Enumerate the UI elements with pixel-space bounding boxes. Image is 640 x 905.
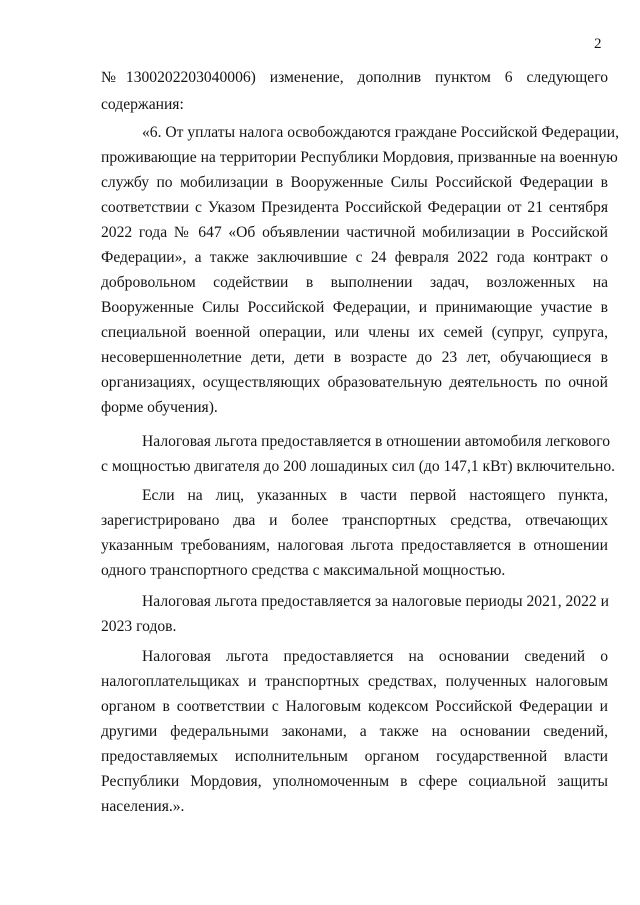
page-number: 2 xyxy=(594,36,602,52)
text-line: форме обучения). xyxy=(101,399,218,416)
text-line: другими федеральными законами, а также на основании сведений, xyxy=(101,723,608,740)
text-line: зарегистрировано два и более транспортных средства, отвечающих xyxy=(101,512,608,529)
text-line: 2022 года № 647 «Об объявлении частичной мобилизации в Российской xyxy=(101,224,608,241)
text-line: соответствии с Указом Президента Российской Федерации от 21 сентября xyxy=(101,199,608,216)
text-line: Налоговая льгота предоставляется в отношении автомобиля легкового xyxy=(142,433,611,450)
text-line: предоставляемых исполнительным органом государственной власти xyxy=(101,748,608,765)
text-line: населения.». xyxy=(101,798,185,815)
text-line: Федерации», а также заключившие с 24 февраля 2022 года контракт о xyxy=(101,249,608,266)
text-line: органом в соответствии с Налоговым кодексом Российской Федерации и xyxy=(101,698,608,715)
text-line: налогоплательщиках и транспортных средствах, полученных налоговым xyxy=(101,673,608,690)
text-line: Налоговая льгота предоставляется на основании сведений о xyxy=(142,648,608,665)
text-line: службу по мобилизации в Вооруженные Силы Российской Федерации в xyxy=(101,174,608,191)
text-line: Вооруженные Силы Российской Федерации, и принимающие участие в xyxy=(101,299,608,316)
text-line: специальной военной операции, или члены их семей (супруг, супруга, xyxy=(101,324,608,341)
text-line: с мощностью двигателя до 200 лошадиных сил (до 147,1 кВт) включительно. xyxy=(101,458,616,475)
text-line: Если на лиц, указанных в части первой настоящего пункта, xyxy=(142,487,608,504)
text-line: проживающие на территории Республики Мордовия, призванные на военную xyxy=(101,149,618,166)
text-line: несовершеннолетние дети, дети в возрасте до 23 лет, обучающиеся в xyxy=(101,349,608,366)
text-line: «6. От уплаты налога освобождаются граждане Российской Федерации, xyxy=(142,124,619,141)
text-line: добровольном содействии в выполнении задач, возложенных на xyxy=(101,274,608,291)
text-line: №1300202203040006) изменение, дополнив пунктом 6 следующего xyxy=(101,69,608,86)
text-line: одного транспортного средства с максимальной мощностью. xyxy=(101,562,506,579)
text-line: указанным требованиям, налоговая льгота предоставляется в отношении xyxy=(101,537,608,554)
text-line: Республики Мордовия, уполномоченным в сфере социальной защиты xyxy=(101,773,608,790)
text-line: содержания: xyxy=(101,96,184,113)
text-line: организациях, осуществляющих образовательную деятельность по очной xyxy=(101,374,608,391)
text-line: 2023 годов. xyxy=(101,618,177,635)
text-line: Налоговая льгота предоставляется за налоговые периоды 2021, 2022 и xyxy=(142,593,609,610)
